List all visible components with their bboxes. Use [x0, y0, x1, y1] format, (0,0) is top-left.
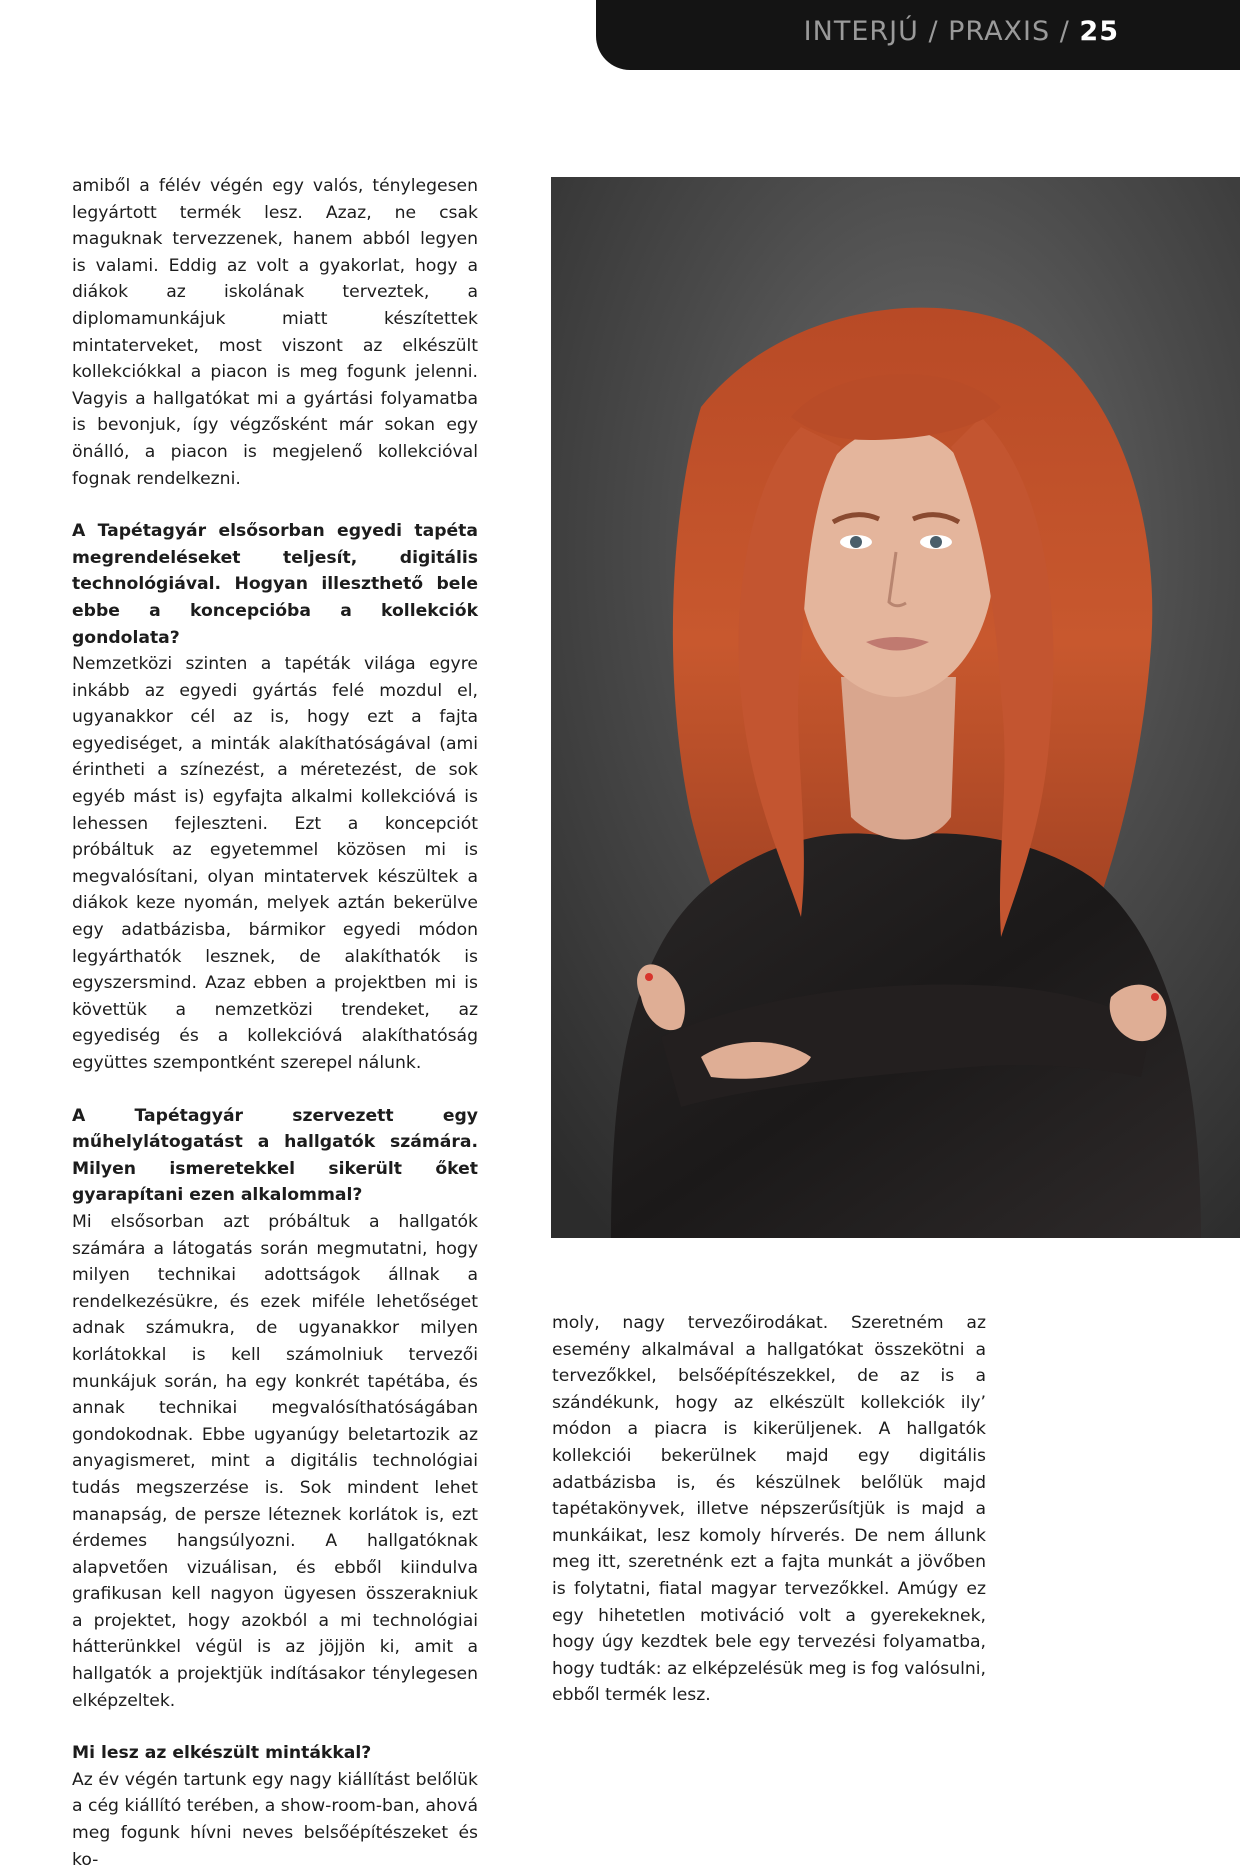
left-iris — [850, 536, 862, 548]
right-column — [552, 1310, 986, 1709]
answer: Nemzetközi szinten a tapéták világa egyre inkább az egyedi gyártás felé mozdul el, ugyanakkor cél az is, hogy ezt a fajta egyediséget, a minták alakíthatóságával (ami érintheti a színezést, a méretezést, de sok egyéb mást is) egyfajta alkalmi kollekcióvá is lehessen fejleszteni. Ezt a koncepciót próbáltuk az egyetemmel közösen mi is megvalósítani, olyan mintatervek készültek a diákok keze nyomán, melyek aztán bekerülve egy adatbázisba, bármikor egyedi módon legyárthatók lesznek, de alakíthatók is egyszersmind. Azaz ebben a projektben mi is követtük a nemzetközi trendeket, az egyediség és a kollekcióvá alakíthatóság együttes szempontként szerepel nálunk. — [72, 654, 478, 1073]
answer: Mi elsősorban azt próbáltuk a hallgatók számára a látogatás során megmutatni, hogy milyen technikai adottságok állnak a rendelkezésükre, és ezek miféle lehetőséget adnak számukra, de ugyanakkor milyen korlátokkal is kell számolniuk tervezői munkájuk során, ha egy konkrét tapétába, és annak technikai megvalósíthatóságában gondokodnak. Ebbe ugyanúgy beletartozik az anyagismeret, mint a digitális technológiai tudás megszerzése is. Sok mindent lehet manapság, de persze léteznek korlátok is, ezt érdemes hangsúlyozni. A hallgatóknak alapvetően vizuálisan, és ebből kiindulva grafikusan kell nagyon ügyesen összerakniuk a projektet, hogy azokból a mi technológiai hátterünkkel végül is az jöjjön ki, amit a hallgatók a projektjük indításakor ténylegesen elképzeltek. — [72, 1211, 478, 1711]
portrait-illustration — [551, 177, 1240, 1238]
paragraph: amiből a félév végén egy valós, ténylegesen legyártott termék lesz. Azaz, ne csak maguknak tervezzenek, hanem abból legyen is valami. Eddig az volt a gyakorlat, hogy a diákok az iskolának terveztek, a diplomamunkájuk miatt készítettek mintaterveket, most viszont az elkészült kollekciókkal a piacon is meg fogunk jelenni. Vagyis a hallgatókat mi a gyártási folyamatba is bevonjuk, így végzősként már sokan egy önálló, a piacon is megjelenő kollekcióval fognak rendelkezni. — [72, 176, 478, 489]
nail-polish — [1151, 993, 1159, 1001]
page-header — [596, 0, 1240, 70]
neck — [841, 677, 956, 840]
header-section: INTERJÚ / PRAXIS / — [803, 16, 1070, 47]
nail-polish — [645, 973, 653, 981]
left-column — [72, 173, 478, 1873]
right-iris — [930, 536, 942, 548]
page-number: 25 — [1079, 16, 1119, 47]
question: A Tapétagyár szervezett egy műhelylátogatást a hallgatók számára. Milyen ismeretekkel sikerült őket gyarapítani ezen alkalommal? — [72, 1105, 478, 1206]
question: A Tapétagyár elsősorban egyedi tapéta megrendeléseket teljesít, digitális technológiával. Hogyan illeszthető bele ebbe a koncepcióba a kollekciók gondolata? — [72, 521, 478, 648]
paragraph: moly, nagy tervezőirodákat. Szeretném az esemény alkalmával a hallgatókat összekötni a tervezőkkel, belsőépítészekkel, de az is a szándékunk, hogy az elkészült kollekciók ily’ módon a piacra is kikerüljenek. A hallgatók kollekciói bekerülnek majd egy digitális adatbázisba is, és készülnek belőlük majd tapétakönyvek, illetve népszerűsítjük is majd a munkáikat, lesz komoly hírverés. De nem állunk meg itt, szeretnénk ezt a fajta munkát a jövőben is folytatni, fiatal magyar tervezőkkel. Amúgy ez egy hihetetlen motiváció volt a gyerekeknek, hogy úgy kezdtek bele egy tervezési folyamatba, hogy tudták: az elképzelésük meg is fog valósulni, ebből termék lesz. — [552, 1313, 986, 1706]
portrait-photo — [551, 177, 1240, 1238]
answer: Az év végén tartunk egy nagy kiállítást belőlük a cég kiállító terében, a show-room-ban, ahová meg fogunk hívni neves belsőépítészeket és ko- — [72, 1769, 478, 1870]
question: Mi lesz az elkészült mintákkal? — [72, 1743, 372, 1764]
header-title — [804, 16, 1119, 47]
